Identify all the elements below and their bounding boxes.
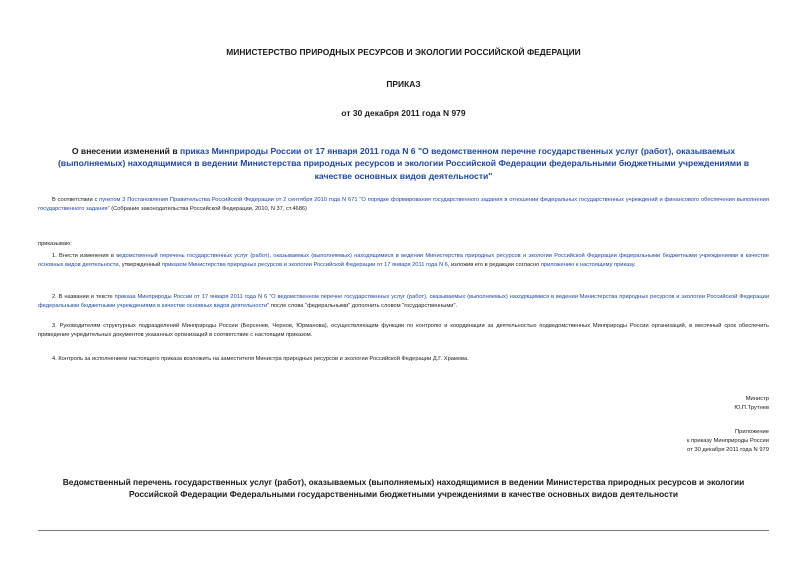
title-link[interactable]: приказ Минприроды России от 17 января 2011 года N 6 "О ведомственном перечне государственных услуг (работ), оказываемых (выполняемых) находящимися в ведении Министерства природных ресурсов и экологии Российской Федерации федеральными бюджетными учреждениями в качестве основных видов деятельности"	[57, 146, 750, 181]
ministry-heading: МИНИСТЕРСТВО ПРИРОДНЫХ РЕСУРСОВ И ЭКОЛОГИИ РОССИЙСКОЙ ФЕДЕРАЦИИ	[226, 47, 581, 57]
appendix-ref: к приказу Минприроды России	[686, 437, 769, 444]
item-1-text-1: 1. Внести изменения в	[52, 253, 117, 259]
item-4-paragraph: 4. Контроль за исполнением настоящего приказа возложить на заместителя Министра природных ресурсов и экологии Российской Федерации Д.Г. Храмова.	[52, 356, 469, 362]
basis-paragraph	[38, 196, 769, 213]
title-prefix: О внесении изменений в	[71, 146, 181, 156]
item-2-text-2: после слова "федеральными" дополнить словом "государственными".	[269, 302, 458, 309]
basis-text-1: В соответствии с	[52, 197, 100, 203]
signature-block	[734, 395, 769, 413]
item-1-link-1[interactable]: ведомственный перечень государственных услуг (работ), оказываемых (выполняемых) находящимися в ведении Министерства природных ресурсов и экологии Российской Федерации федеральными бюджетными учреждениями в качестве основных видов деятельности	[38, 253, 769, 268]
order-date: от 30 декабря 2011 года N 979	[341, 108, 466, 118]
appendix-date: от 30 декабря 2011 года N 979	[687, 446, 769, 453]
item-1-link-3[interactable]: приложению к настоящему приказу	[540, 261, 635, 268]
order-verb: приказываю:	[38, 241, 72, 247]
signature-position: Министр	[745, 396, 769, 402]
order-title	[40, 145, 767, 182]
item-1-link-2[interactable]: приказом Министерства природных ресурсов и экологии Российской Федерации от 17 января 2011 года N 6	[161, 261, 448, 268]
item-1-paragraph	[38, 252, 769, 269]
appendix-title: Ведомственный перечень государственных услуг (работ), оказываемых (выполняемых) находящимися в ведении Министерства природных ресурсов и экологии Российской Федерации Федеральными государственными бюджетными учреждениями в качестве основных видов деятельности	[62, 477, 745, 499]
order-heading: ПРИКАЗ	[386, 79, 421, 89]
item-1-text-3: , изложив его в редакции согласно	[447, 261, 541, 268]
item-1-text-2: , утвержденный	[118, 261, 162, 268]
basis-text-2: (Собрание законодательства Российской Федерации, 2010, N 37, ст.4686)	[109, 205, 307, 212]
basis-link[interactable]: пунктом 3 Постановления Правительства Российской Федерации от 2 сентября 2010 года N 671 "О порядке формирования государственного задания в отношении федеральных государственных учреждений и финансового обеспечения выполнения государственного задания"	[38, 197, 769, 212]
item-2-link[interactable]: приказа Минприроды России от 17 января 2011 года N 6 "О ведомственном перечне государственных услуг (работ), оказываемых (выполняемых) находящимися в ведении Министерства природных ресурсов и экологии Российской Федерации федеральными бюджетными учреждениями в качестве основных видов деятельности"	[38, 294, 769, 309]
item-1-text-4: .	[634, 261, 636, 268]
item-2-text-1: 2. В названии и тексте	[52, 294, 115, 300]
item-2-paragraph	[38, 293, 769, 310]
appendix-block	[687, 428, 769, 454]
bottom-divider	[38, 530, 769, 531]
signature-name: Ю.П.Трутнев	[734, 404, 769, 411]
item-3-paragraph: 3. Руководителям структурных подразделений Минприроды России (Берсенев, Чернов, Юрманова), осуществляющим функции по контролю и координации за деятельностью подведомственных Минприроды России организаций, в месячный срок обеспечить приведение учредительных документов указанных организаций в соответствие с настоящим приказом.	[38, 323, 769, 338]
appendix-label: Приложение	[734, 429, 769, 435]
